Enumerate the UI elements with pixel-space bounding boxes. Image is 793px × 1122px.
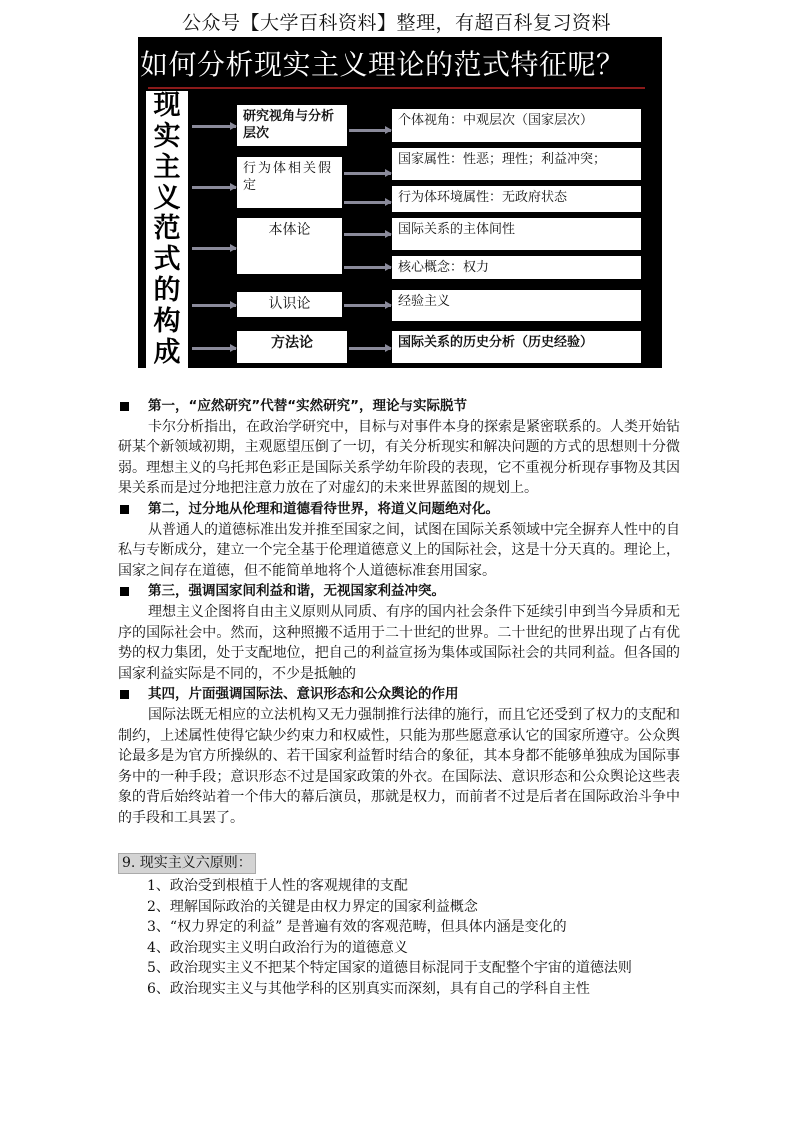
paragraph-line: 务中的一种手段；意识形态不过是国家政策的外衣。在国际法、意识形态和公众舆论这些表 <box>118 768 680 785</box>
principles-title: 9. 现实主义六原则： <box>118 853 256 874</box>
paragraph-line: 象的背后始终站着一个伟大的幕后演员，那就是权力，而前者不过是后者在国际政治斗争中 <box>118 789 680 806</box>
right-box: 行为体环境属性：无政府状态 <box>392 186 641 212</box>
left-label-char: 成 <box>153 336 181 368</box>
section-heading <box>118 499 680 520</box>
list-item: 2、理解国际政治的关键是由权力界定的国家利益概念 <box>147 898 478 915</box>
middle-box-perspective: 研究视角与分析层次 <box>237 105 347 146</box>
right-box: 国际关系的历史分析（历史经验） <box>392 331 641 363</box>
section-heading <box>118 396 680 417</box>
paragraph-line: 论最多是为官方所操纵的、若干国家利益暂时结合的象征，其本身都不能够单独成为国际事 <box>118 748 680 765</box>
paragraph-line: 国际法既无相应的立法机构又无力强制推行法律的施行，而且它还受到了权力的支配和 <box>148 706 680 723</box>
section-2 <box>118 499 680 581</box>
right-box: 核心概念：权力 <box>392 256 641 279</box>
middle-box-ontology: 本体论 <box>237 218 342 274</box>
middle-box-assumptions: 行为体相关假定 <box>237 157 342 208</box>
right-box: 经验主义 <box>392 290 641 321</box>
left-label-char: 义 <box>153 182 181 214</box>
right-box: 国家属性：性恶；理性；利益冲突； <box>392 148 641 180</box>
bullet-square-icon <box>120 690 129 699</box>
title-divider <box>148 87 645 89</box>
right-box: 国际关系的主体间性 <box>392 218 641 250</box>
heading-text: 第三，强调国家间利益和谐，无视国家利益冲突。 <box>148 583 445 600</box>
paragraph-line: 从普通人的道德标准出发并推至国家之间，试图在国际关系领域中完全摒弃人性中的自 <box>148 521 680 538</box>
section-heading <box>118 581 680 602</box>
bullet-square-icon <box>120 402 129 411</box>
left-label-char: 范 <box>153 213 181 245</box>
left-label-char: 实 <box>153 121 181 153</box>
left-label-char: 式 <box>153 244 181 276</box>
paragraph-line: 序的国际社会中。然而，这种照搬不适用于二十世纪的世界。二十世纪的世界出现了占有优 <box>118 624 680 641</box>
paragraph-line: 卡尔分析指出，在政治学研究中，目标与对事件本身的探索是紧密联系的。人类开始钻 <box>148 418 680 435</box>
section-3 <box>118 581 680 684</box>
paragraph-line: 的手段和工具罢了。 <box>118 809 244 826</box>
principles-list <box>147 876 632 1000</box>
paragraph-line: 果关系而是过分地把注意力放在了对虚幻的未来世界蓝图的规划上。 <box>118 480 538 497</box>
arrow-icon <box>349 129 391 132</box>
arrow-icon <box>344 233 391 236</box>
bullet-square-icon <box>120 505 129 514</box>
left-label-char: 现 <box>153 90 181 122</box>
middle-box-epistemology: 认识论 <box>237 292 342 317</box>
list-item: 4、政治现实主义明白政治行为的道德意义 <box>147 939 408 956</box>
left-label-char: 构 <box>153 305 181 337</box>
right-box: 个体视角：中观层次（国家层次） <box>392 109 641 142</box>
heading-text: 第二，过分地从伦理和道德看待世界，将道义问题绝对化。 <box>148 500 499 517</box>
section-4 <box>118 684 680 828</box>
critique-text <box>118 396 680 828</box>
paragraph-line: 私与专断成分，建立一个完全基于伦理道德意义上的国际社会，这是十分天真的。理论上， <box>118 542 680 559</box>
list-item: 6、政治现实主义与其他学科的区别真实而深刻，具有自己的学科自主性 <box>147 980 590 997</box>
arrow-icon <box>192 247 236 250</box>
paragraph-line: 国家之间存在道德，但不能简单地将个人道德标准套用国家。 <box>118 562 496 579</box>
arrow-icon <box>344 201 391 204</box>
diagram-left-label <box>146 91 188 368</box>
arrow-icon <box>192 304 236 307</box>
list-item: 3、“权力界定的利益” 是普遍有效的客观范畴，但具体内涵是变化的 <box>147 919 567 936</box>
arrow-icon <box>344 172 391 175</box>
paragraph-line: 国家利益实际是不同的，不少是抵触的 <box>118 665 356 682</box>
section-1 <box>118 396 680 499</box>
left-label-char: 主 <box>153 151 181 183</box>
heading-text: 其四，片面强调国际法、意识形态和公众舆论的作用 <box>148 686 459 703</box>
paragraph-line: 理想主义企图将自由主义原则从同质、有序的国内社会条件下延续引申到当今异质和无 <box>148 603 680 620</box>
left-label-char: 的 <box>153 274 181 306</box>
arrow-icon <box>349 347 391 350</box>
paragraph-line: 势的权力集团，处于支配地位，把自己的利益宣扬为集体或国际社会的共同利益。但各国的 <box>118 645 680 662</box>
paragraph-line: 弱。理想主义的乌托邦色彩正是国际关系学幼年阶段的表现，它不重视分析现存事物及其因 <box>118 459 680 476</box>
arrow-icon <box>344 304 391 307</box>
page-header: 公众号【大学百科资料】整理，有超百科复习资料 <box>181 12 611 34</box>
arrow-icon <box>192 125 236 128</box>
diagram-title: 如何分析现实主义理论的范式特征呢？ <box>140 48 625 81</box>
middle-box-methodology: 方法论 <box>237 331 347 363</box>
list-item: 1、政治受到根植于人性的客观规律的支配 <box>147 878 408 894</box>
realism-paradigm-diagram <box>138 37 662 368</box>
arrow-icon <box>192 186 236 189</box>
arrow-icon <box>344 266 391 269</box>
section-heading <box>118 684 680 705</box>
arrow-icon <box>192 347 236 350</box>
paragraph-line: 制约，上述属性使得它缺少约束力和权威性，只能为那些愿意承认它的国家所遵守。公众舆 <box>118 727 680 744</box>
bullet-square-icon <box>120 587 129 596</box>
list-item: 5、政治现实主义不把某个特定国家的道德目标混同于支配整个宇宙的道德法则 <box>147 960 632 977</box>
heading-text: 第一，“应然研究”代替“实然研究”，理论与实际脱节 <box>148 398 467 414</box>
paragraph-line: 研某个新领域初期，主观愿望压倒了一切，有关分析现实和解决问题的方式的思想则十分微 <box>118 439 680 456</box>
